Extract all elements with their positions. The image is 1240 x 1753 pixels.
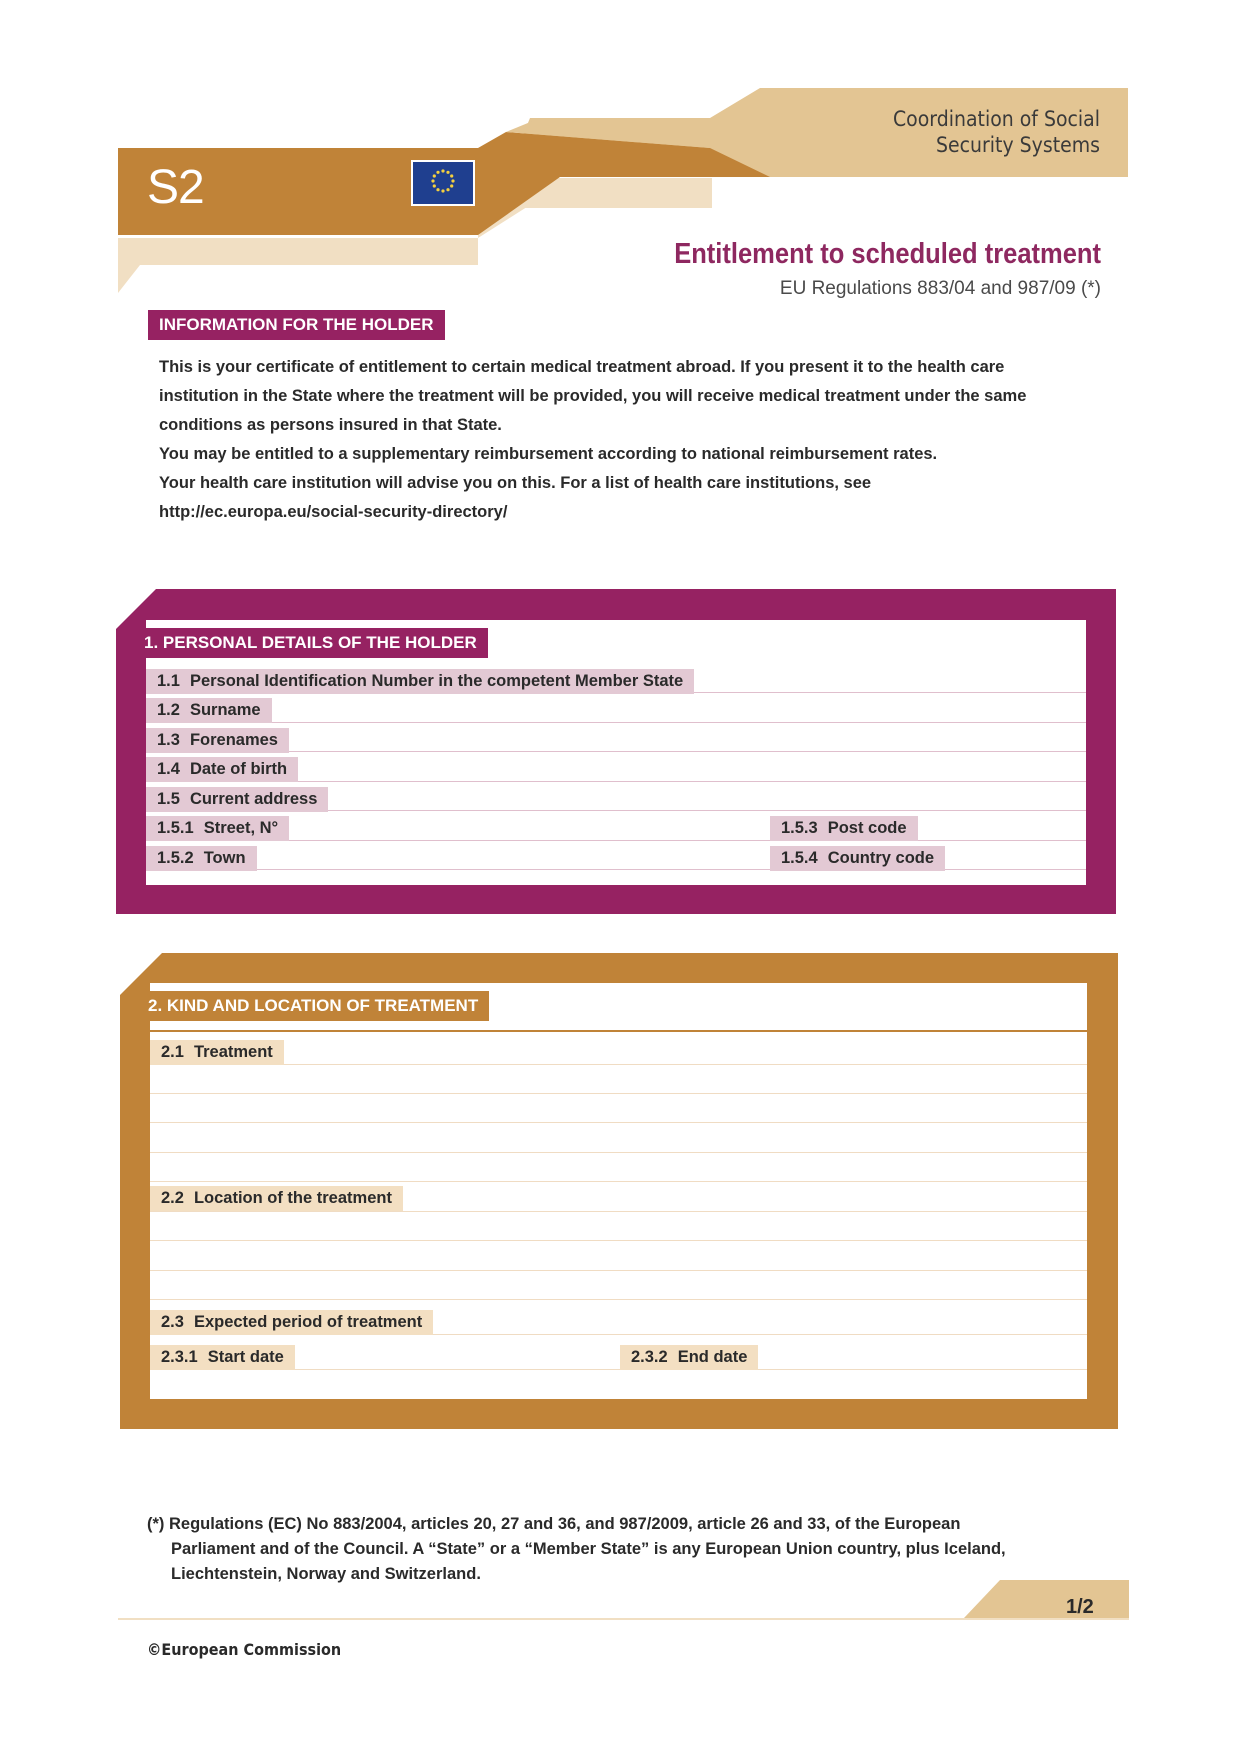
regulations-subtitle: EU Regulations 883/04 and 987/09 (*) (779, 278, 1101, 299)
field-surname[interactable]: 1.2 Surname (146, 698, 272, 723)
form-code: S2 (147, 161, 204, 214)
field-expected-period[interactable]: 2.3 Expected period of treatment (150, 1310, 433, 1335)
page-number: 1/2 (1066, 1596, 1094, 1618)
footnote-line: Parliament and of the Council. A “State” or a “Member State” is any European Union country, plus Iceland, (171, 1540, 1006, 1558)
field-treatment-location[interactable]: 2.2 Location of the treatment (150, 1186, 403, 1211)
section1-tag: 1. PERSONAL DETAILS OF THE HOLDER (133, 628, 488, 658)
coordination-line-1: Coordination of Social (892, 107, 1100, 131)
coordination-line-2: Security Systems (936, 133, 1100, 157)
field-forenames[interactable]: 1.3 Forenames (146, 728, 289, 753)
field-end-date[interactable]: 2.3.2 End date (620, 1345, 758, 1370)
field-current-address[interactable]: 1.5 Current address (146, 787, 328, 812)
field-street[interactable]: 1.5.1 Street, N° (146, 816, 289, 841)
row-divider (150, 1093, 1087, 1094)
eu-flag-icon (411, 160, 475, 206)
info-link[interactable]: http://ec.europa.eu/social-security-directory/ (159, 503, 508, 521)
info-section-tag: INFORMATION FOR THE HOLDER (148, 310, 445, 340)
page-title: Entitlement to scheduled treatment (674, 238, 1101, 270)
footer-band (118, 1580, 1130, 1620)
coordination-title (830, 106, 1100, 158)
row-divider (150, 1240, 1087, 1241)
row-divider (150, 1064, 1087, 1065)
field-personal-id[interactable]: 1.1 Personal Identification Number in the competent Member State (146, 669, 694, 694)
info-line: institution in the State where the treatment will be provided, you will receive medical treatment under the same (159, 387, 1027, 405)
info-line: conditions as persons insured in that State. (159, 416, 502, 434)
row-divider (150, 1152, 1087, 1153)
row-divider (146, 722, 1086, 723)
field-country-code[interactable]: 1.5.4 Country code (770, 846, 945, 871)
field-start-date[interactable]: 2.3.1 Start date (150, 1345, 295, 1370)
info-text (159, 353, 1099, 527)
footnote-line: (*) Regulations (EC) No 883/2004, articles 20, 27 and 36, and 987/2009, article 26 and 33, of the European (147, 1515, 961, 1533)
footnote (147, 1512, 1087, 1587)
section2-tag: 2. KIND AND LOCATION OF TREATMENT (137, 991, 489, 1021)
copyright: ©European Commission (147, 1640, 342, 1659)
field-town[interactable]: 1.5.2 Town (146, 846, 257, 871)
row-divider (150, 1030, 1087, 1032)
info-line: Your health care institution will advise you on this. For a list of health care institutions, see (159, 474, 872, 492)
info-line: This is your certificate of entitlement to certain medical treatment abroad. If you present it to the health care (159, 358, 1005, 376)
footnote-line: Liechtenstein, Norway and Switzerland. (171, 1565, 481, 1583)
field-post-code[interactable]: 1.5.3 Post code (770, 816, 918, 841)
field-date-of-birth[interactable]: 1.4 Date of birth (146, 757, 298, 782)
row-divider (150, 1122, 1087, 1123)
row-divider (150, 1270, 1087, 1271)
field-treatment[interactable]: 2.1 Treatment (150, 1040, 284, 1065)
row-divider (150, 1211, 1087, 1212)
row-divider (150, 1181, 1087, 1182)
row-divider (150, 1299, 1087, 1300)
info-line: You may be entitled to a supplementary reimbursement according to national reimbursement rates. (159, 445, 938, 463)
